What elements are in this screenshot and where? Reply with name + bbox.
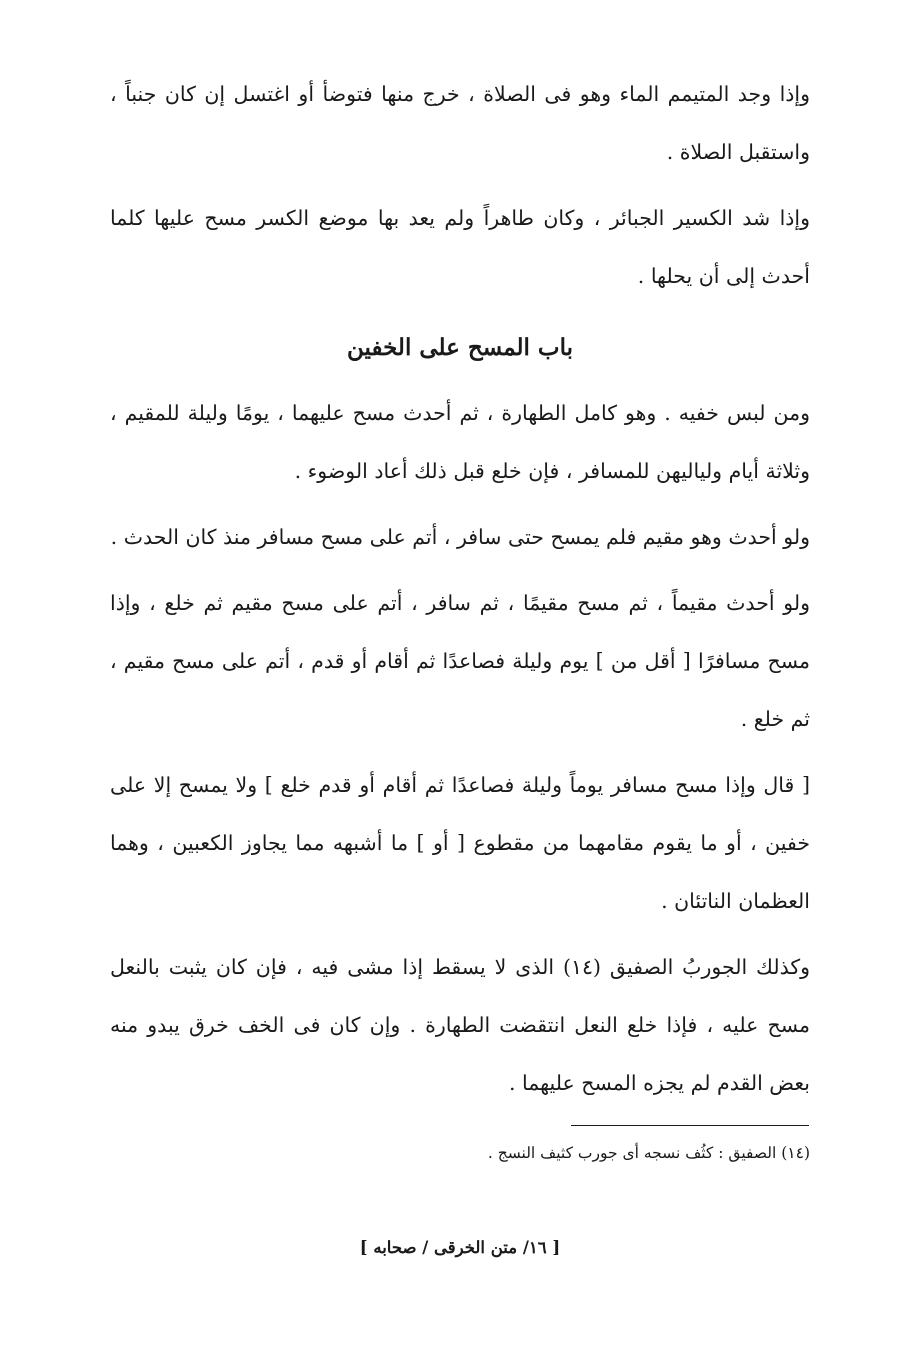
- page-footer: [ ١٦/ متن الخرقى / صحابه ]: [359, 1238, 561, 1257]
- text-block-main: [110, 384, 810, 1112]
- paragraph-khuffain-conditions: [ قال وإذا مسح مسافر يوماً وليلة فصاعدًا ثم أقام أو قدم خلع ] ولا يمسح إلا على خفين ، أو ما يقوم مقامهما من مقطوع [ أو ] ما أشبهه مما يجاوز الكعبين ، وهما العظمان الناتئان .: [110, 773, 810, 913]
- paragraph-splints: وإذا شد الكسير الجبائر ، وكان طاهراً ولم يعد بها موضع الكسر مسح عليها كلما أحدث إلى أن يحلها .: [110, 206, 810, 288]
- paragraph-jawrab: وكذلك الجوربُ الصفيق (١٤) الذى لا يسقط إذا مشى فيه ، فإن كان يثبت بالنعل مسح عليه ، فإذا خلع النعل انتقضت الطهارة . وإن كان فى الخف خرق يبدو منه بعض القدم لم يجزه المسح عليهما .: [110, 955, 811, 1095]
- footnote: (١٤) الصفيق : كثُف نسجه أى جورب كثيف النسج .: [487, 1144, 810, 1162]
- paragraph-resident-traveler: ولو أحدث وهو مقيم فلم يمسح حتى سافر ، أتم على مسح مسافر منذ كان الحدث .: [110, 525, 810, 549]
- footnote-divider: [571, 1125, 809, 1126]
- paragraph-khuffain-duration: ومن لبس خفيه . وهو كامل الطهارة ، ثم أحدث مسح عليهما ، يومًا وليلة للمقيم ، وثلاثة أيام ولياليهن للمسافر ، فإن خلع قبل ذلك أعاد الوضوء .: [110, 401, 810, 483]
- section-title: باب المسح على الخفين: [347, 334, 573, 361]
- text-block-top: [110, 65, 810, 305]
- paragraph-resident-then-travel: ولو أحدث مقيماً ، ثم مسح مقيمًا ، ثم سافر ، أتم على مسح مقيم ثم خلع ، وإذا مسح مسافرًا [ أقل من ] يوم وليلة فصاعدًا ثم أقام أو قدم ، أتم على مسح مقيم ، ثم خلع .: [110, 591, 810, 731]
- paragraph-tayammum-water: وإذا وجد المتيمم الماء وهو فى الصلاة ، خرج منها فتوضأ أو اغتسل إن كان جنباً ، واستقبل الصلاة .: [110, 82, 810, 164]
